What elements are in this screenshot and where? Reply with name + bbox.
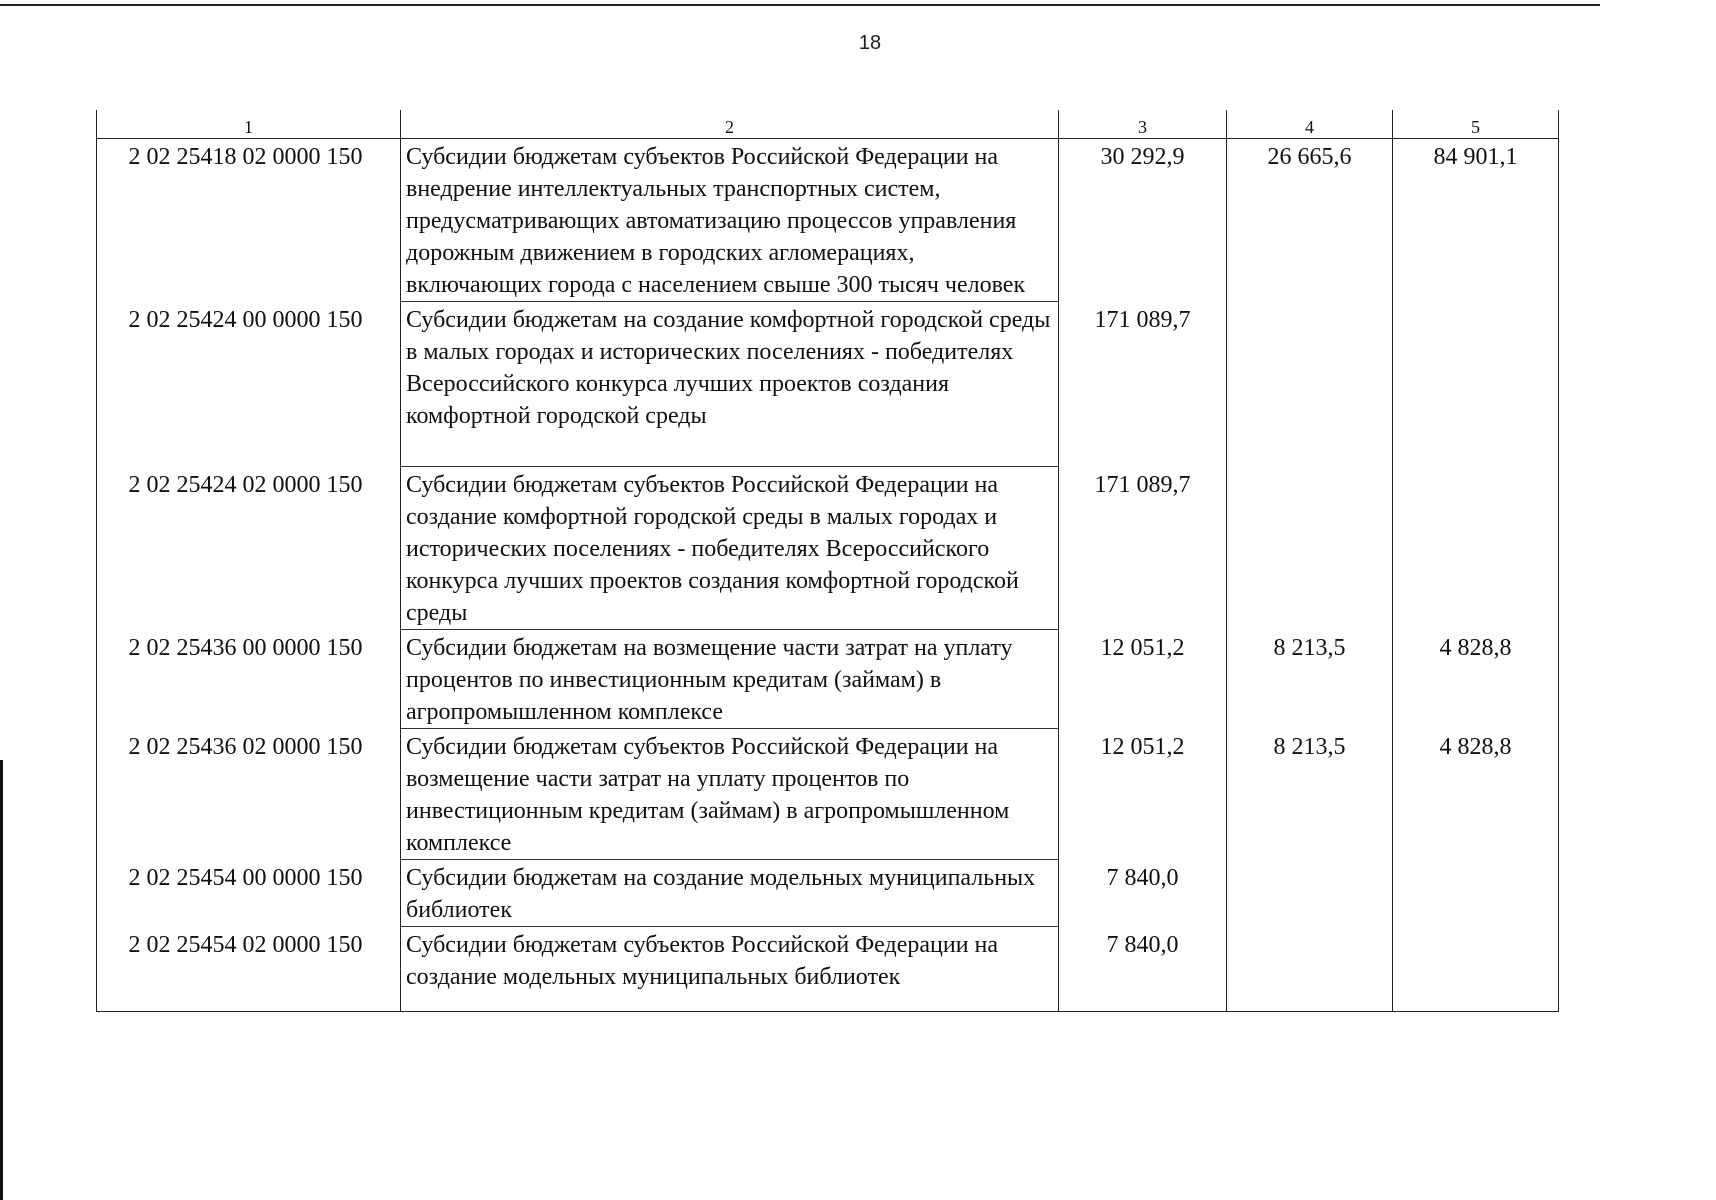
amount-col4-cell: 8 213,5	[1227, 630, 1393, 729]
description-cell: Субсидии бюджетам на создание комфортной городской среды в малых городах и исторических поселениях - победителях Всероссийского конкурса лучших проектов создания комфортной городской среды	[401, 302, 1059, 467]
column-header-4: 4	[1227, 110, 1393, 139]
description-cell: Субсидии бюджетам субъектов Российской Федерации на создание модельных муниципальных библиотек	[401, 927, 1059, 1012]
table-header-row	[97, 110, 1559, 139]
budget-code-cell: 2 02 25418 02 0000 150	[97, 139, 401, 302]
table-row	[97, 630, 1559, 729]
amount-col4-cell: 26 665,6	[1227, 139, 1393, 302]
amount-col3-cell: 12 051,2	[1059, 630, 1227, 729]
amount-col5-cell: 4 828,8	[1393, 630, 1559, 729]
table-row	[97, 927, 1559, 1012]
table-row	[97, 302, 1559, 467]
budget-code-cell: 2 02 25436 02 0000 150	[97, 729, 401, 860]
amount-col5-cell	[1393, 860, 1559, 927]
column-header-5: 5	[1393, 110, 1559, 139]
description-cell: Субсидии бюджетам субъектов Российской Федерации на возмещение части затрат на уплату процентов по инвестиционным кредитам (займам) в агропромышленном комплексе	[401, 729, 1059, 860]
description-cell: Субсидии бюджетам субъектов Российской Федерации на создание комфортной городской среды в малых городах и исторических поселениях - победителях Всероссийского конкурса лучших проектов создания комфортной городской среды	[401, 467, 1059, 630]
amount-col3-cell: 171 089,7	[1059, 467, 1227, 630]
budget-code-cell: 2 02 25454 00 0000 150	[97, 860, 401, 927]
budget-code-cell: 2 02 25436 00 0000 150	[97, 630, 401, 729]
amount-col3-cell: 30 292,9	[1059, 139, 1227, 302]
budget-code-cell: 2 02 25454 02 0000 150	[97, 927, 401, 1012]
amount-col4-cell	[1227, 302, 1393, 467]
budget-code-cell: 2 02 25424 02 0000 150	[97, 467, 401, 630]
budget-table	[96, 110, 1559, 1012]
amount-col3-cell: 7 840,0	[1059, 927, 1227, 1012]
page-number: 18	[858, 32, 882, 54]
column-header-3: 3	[1059, 110, 1227, 139]
amount-col4-cell	[1227, 860, 1393, 927]
amount-col5-cell	[1393, 927, 1559, 1012]
amount-col5-cell	[1393, 302, 1559, 467]
table-row	[97, 139, 1559, 302]
amount-col4-cell	[1227, 927, 1393, 1012]
amount-col5-cell	[1393, 467, 1559, 630]
amount-col3-cell: 171 089,7	[1059, 302, 1227, 467]
scan-left-edge	[0, 760, 3, 1200]
amount-col5-cell: 4 828,8	[1393, 729, 1559, 860]
description-cell: Субсидии бюджетам на создание модельных муниципальных библиотек	[401, 860, 1059, 927]
column-header-1: 1	[97, 110, 401, 139]
amount-col4-cell	[1227, 467, 1393, 630]
description-cell: Субсидии бюджетам субъектов Российской Федерации на внедрение интеллектуальных транспортных систем, предусматривающих автоматизацию процессов управления дорожным движением в городских агломерациях, включающих города с населением свыше 300 тысяч человек	[401, 139, 1059, 302]
amount-col3-cell: 7 840,0	[1059, 860, 1227, 927]
budget-code-cell: 2 02 25424 00 0000 150	[97, 302, 401, 467]
scan-top-border	[0, 4, 1600, 6]
table-row	[97, 729, 1559, 860]
table-row	[97, 860, 1559, 927]
description-cell: Субсидии бюджетам на возмещение части затрат на уплату процентов по инвестиционным кредитам (займам) в агропромышленном комплексе	[401, 630, 1059, 729]
column-header-2: 2	[401, 110, 1059, 139]
amount-col3-cell: 12 051,2	[1059, 729, 1227, 860]
amount-col5-cell: 84 901,1	[1393, 139, 1559, 302]
amount-col4-cell: 8 213,5	[1227, 729, 1393, 860]
table-row	[97, 467, 1559, 630]
